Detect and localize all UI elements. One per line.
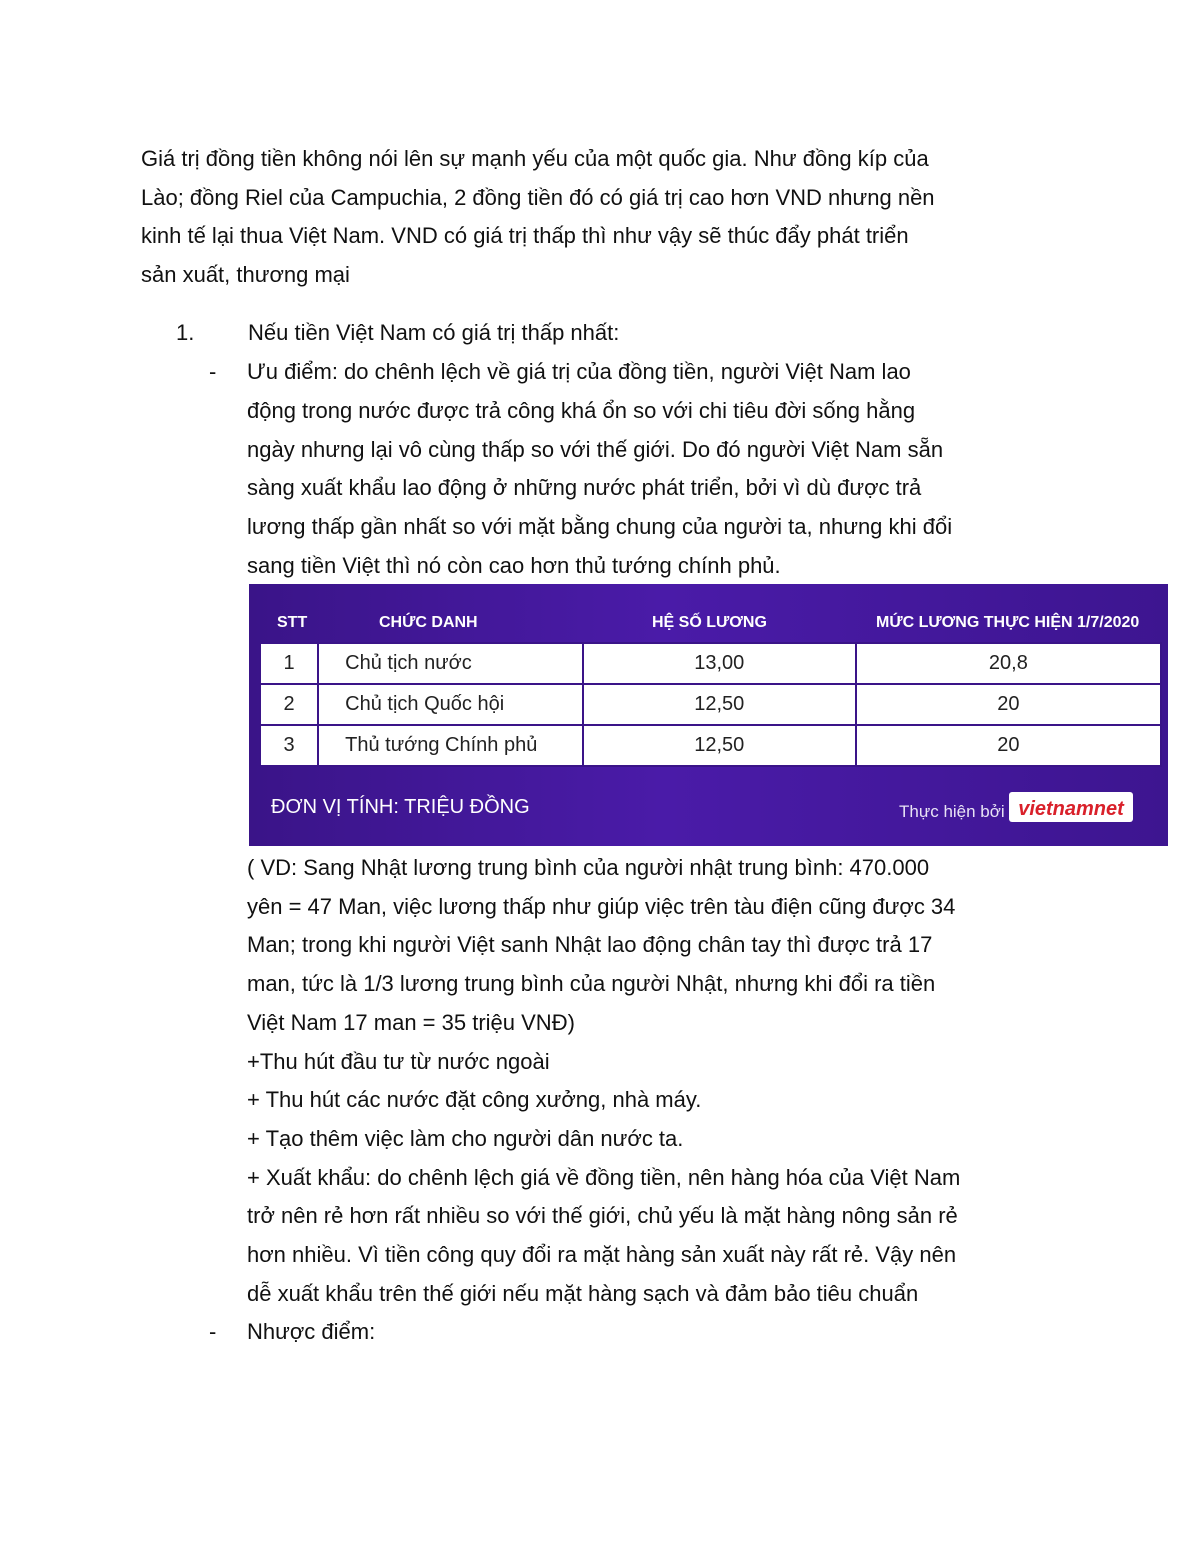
header-salary: MỨC LƯƠNG THỰC HIỆN 1/7/2020	[876, 614, 1140, 631]
advantages-paragraph	[247, 392, 1077, 586]
example-line: Man; trong khi người Việt sanh Nhật lao động chân tay thì được trả 17	[247, 932, 933, 958]
export-line: hơn nhiều. Vì tiền công quy đổi ra mặt hàng sản xuất này rất rẻ. Vậy nên	[247, 1242, 957, 1268]
bullet-line: +Thu hút đầu tư từ nước ngoài	[247, 1048, 550, 1074]
unit-label: ĐƠN VỊ TÍNH: TRIỆU ĐỒNG	[271, 796, 530, 818]
disadvantages-bullet	[209, 1313, 375, 1352]
header-stt: STT	[277, 614, 308, 631]
dash-marker: -	[209, 1319, 217, 1344]
intro-line: kinh tế lại thua Việt Nam. VND có giá trị thấp thì như vậy sẽ thúc đẩy phát triển	[141, 223, 909, 249]
list-number: 1.	[176, 320, 195, 345]
bullet-line: + Thu hút các nước đặt công xưởng, nhà máy.	[247, 1087, 702, 1113]
list-item-1	[176, 314, 619, 353]
cell-coefficient: 13,00	[583, 643, 856, 684]
table-row	[260, 643, 1161, 684]
cell-stt: 3	[260, 725, 318, 766]
salary-table-image	[249, 584, 1168, 846]
disadvantages-text: Nhược điểm:	[247, 1319, 376, 1344]
salary-table	[259, 642, 1162, 767]
advantages-line: động trong nước được trả công khá ổn so với chi tiêu đời sống hằng	[247, 398, 916, 423]
advantages-line: sàng xuất khẩu lao động ở những nước phát triển, bởi vì dù được trả	[247, 475, 922, 501]
bullet-line: + Tạo thêm việc làm cho người dân nước ta.	[247, 1125, 684, 1151]
cell-coefficient: 12,50	[583, 725, 856, 766]
intro-line: sản xuất, thương mại	[141, 262, 350, 288]
example-line: yên = 47 Man, việc lương thấp như giúp việc trên tàu điện cũng được 34	[247, 893, 956, 919]
advantages-line: Ưu điểm: do chênh lệch về giá trị của đồng tiền, người Việt Nam lao	[247, 359, 911, 384]
list-item-text: Nếu tiền Việt Nam có giá trị thấp nhất:	[248, 320, 620, 345]
table-header	[249, 602, 1168, 646]
export-line: + Xuất khẩu: do chênh lệch giá về đồng tiền, nên hàng hóa của Việt Nam	[247, 1164, 961, 1190]
example-line: ( VD: Sang Nhật lương trung bình của người nhật trung bình: 470.000	[247, 855, 930, 880]
example-paragraph	[247, 849, 1077, 1313]
advantages-line: ngày nhưng lại vô cùng thấp so với thế giới. Do đó người Việt Nam sẵn	[247, 436, 944, 462]
cell-stt: 2	[260, 684, 318, 725]
header-coefficient: HỆ SỐ LƯƠNG	[652, 614, 767, 631]
advantages-bullet	[209, 353, 911, 392]
export-line: dễ xuất khẩu trên thế giới nếu mặt hàng sạch và đảm bảo tiêu chuẩn	[247, 1280, 919, 1306]
vietnamnet-logo	[1009, 788, 1133, 828]
cell-stt: 1	[260, 643, 318, 684]
example-line: Việt Nam 17 man = 35 triệu VNĐ)	[247, 1009, 575, 1035]
cell-position: Chủ tịch nước	[318, 643, 583, 684]
intro-line: Giá trị đồng tiền không nói lên sự mạnh yếu của một quốc gia. Như đồng kíp của	[141, 146, 929, 171]
export-line: trở nên rẻ hơn rất nhiều so với thế giới, chủ yếu là mặt hàng nông sản rẻ	[247, 1203, 958, 1229]
table-row	[260, 725, 1161, 766]
intro-paragraph	[141, 140, 1071, 295]
cell-salary: 20	[856, 684, 1161, 725]
logo-text: vietnamnet	[1018, 798, 1124, 820]
intro-line: Lào; đồng Riel của Campuchia, 2 đồng tiền đó có giá trị cao hơn VND nhưng nền	[141, 184, 935, 210]
credit-label: Thực hiện bởi	[899, 802, 1005, 821]
dash-marker: -	[209, 359, 217, 384]
cell-salary: 20,8	[856, 643, 1161, 684]
advantages-line: lương thấp gần nhất so với mặt bằng chung của người ta, nhưng khi đổi	[247, 514, 953, 540]
cell-coefficient: 12,50	[583, 684, 856, 725]
example-line: man, tức là 1/3 lương trung bình của người Nhật, nhưng khi đổi ra tiền	[247, 971, 936, 997]
header-position: CHỨC DANH	[379, 614, 478, 631]
cell-salary: 20	[856, 725, 1161, 766]
advantages-line: sang tiền Việt thì nó còn cao hơn thủ tướng chính phủ.	[247, 552, 781, 578]
table-row	[260, 684, 1161, 725]
cell-position: Thủ tướng Chính phủ	[318, 725, 583, 766]
cell-position: Chủ tịch Quốc hội	[318, 684, 583, 725]
